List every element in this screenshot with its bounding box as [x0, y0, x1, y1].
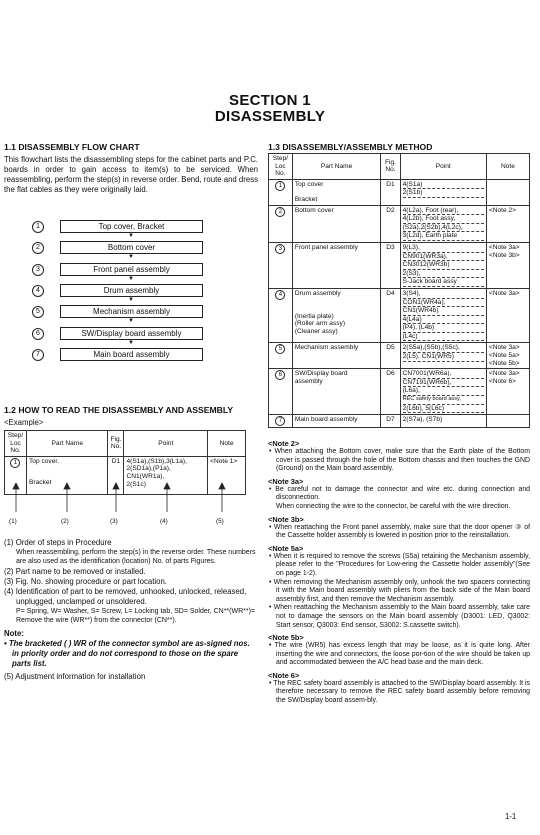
how-to-read-heading: 1.2 HOW TO READ THE DISASSEMBLY AND ASSEMBLY	[4, 405, 234, 415]
step-number: 1	[10, 458, 20, 468]
note-heading: <Note 5a>	[268, 543, 304, 553]
point-line: 4(S1a),(S1b),3(L1a),	[126, 457, 187, 465]
table-row	[269, 242, 530, 288]
flow-step-number: 1	[32, 221, 44, 233]
flow-step-box: Drum assembly	[60, 284, 203, 297]
note-heading: <Note 3a>	[268, 476, 304, 486]
point-line: CN1(WR1a),	[126, 472, 165, 480]
note-ref: <Note 2>	[486, 205, 529, 242]
note-text: • The REC safety board assembly is attached to the SW/Display board assembly. It is therefore necessary to remove the REC safety board assembly before removing the SW/Display board assem-bly.	[269, 679, 530, 705]
point: CN7001(WR6a), CN7191(WR6b), (L6a), REC safety board assy, 2(L6b), 5(L6c)	[400, 369, 486, 415]
part-name: Drum assembly (Inertia plate) (Roller arm assy) (Cleaner assy)	[292, 288, 381, 343]
flow-step-number: 7	[32, 349, 44, 361]
marker-3: (3)	[110, 518, 118, 525]
item-1: (1) Order of steps in Procedure	[4, 538, 112, 547]
step-number: 3	[275, 244, 285, 254]
note-label: Note:	[4, 629, 24, 638]
note-ref	[486, 179, 529, 205]
section-number: SECTION 1	[229, 92, 311, 109]
note-ref: <Note 3a>	[486, 288, 529, 343]
part-name: Top cover.	[28, 457, 60, 465]
marker-arrows	[4, 482, 246, 516]
section-title: DISASSEMBLY	[214, 108, 326, 125]
col-part-name: Part Name	[292, 154, 381, 180]
col-fig: Fig. No.	[108, 431, 124, 457]
table-row	[269, 179, 530, 205]
note-text: • The bracketed ( ) WR of the connector symbol are as-signed nos. in priority order and do not correspond to those on the spare parts list.	[4, 639, 250, 668]
point: 4(L2a), Foot (rear), 4(L2b), Foot assy, (S2a),2(S2b),4(L2c), 3(L2d), Earth plate	[400, 205, 486, 242]
point: 9(L3), CN901(WR3a), CN3012(WR3b) 2(S3), S-Jack board assy	[400, 242, 486, 288]
part-name: Bracket	[28, 479, 52, 487]
step-number: 2	[275, 207, 285, 217]
note-text: • Be careful not to damage the connector and wire etc. during connection and disconnection.	[269, 485, 530, 502]
note-text: • When removing the Mechanism assembly only, unhook the two spacers connecting it with the Main board assembly with pliers from the back side of the Main board assembly first, and then remove the Mechanism assembly.	[269, 578, 530, 603]
point: 4(S1a) 2(S1b)	[400, 179, 486, 205]
item-4: (4) Identification of part to be removed, unhooked, unlocked, released, unplugged, unclamped or unsoldered.	[4, 587, 247, 606]
flow-step-number: 6	[32, 328, 44, 340]
fig-number: D1	[381, 179, 400, 205]
item-2: (2) Part name to be removed or installed.	[4, 567, 146, 576]
fig-number: D3	[381, 242, 400, 288]
method-heading: 1.3 DISASSEMBLY/ASSEMBLY METHOD	[268, 142, 433, 152]
step-number: 5	[275, 344, 285, 354]
note-heading: <Note 2>	[268, 439, 300, 448]
part-name: Main board assembly	[292, 415, 381, 428]
flow-step-box: Main board assembly	[60, 348, 203, 361]
step-number: 7	[275, 416, 285, 426]
part-name: Mechanism assembly	[292, 343, 381, 369]
flow-arrow: ▼	[128, 296, 134, 303]
step-number: 6	[275, 370, 285, 380]
col-step: Step/ Loc No.	[5, 431, 27, 457]
col-point: Point	[124, 431, 208, 457]
note-text: • The wire (WR5) has excess length that may be loose, as it is quite long. After inserting the wire and connectors, the loose por-tion of the wire should be taken up and accommodated between the A/C head base and the main deck.	[269, 642, 530, 667]
note-text: • When it is required to remove the screws (S5a) retaining the Mechanism assembly, please refer to the "Procedures for Low-ering the Cassette holder assembly"(See on page 1-2).	[269, 552, 530, 577]
flow-chart-intro: This flowchart lists the disassembling steps for the cabinet parts and P.C. boards in order to gain access to item(s) to be serviced. When reassembling, perform the step(s) in reverse order. Bend, route and dress the flat cables as they were originally laid.	[4, 155, 258, 194]
example-label: <Example>	[4, 418, 44, 427]
col-part-name: Part Name	[26, 431, 108, 457]
part-name: Bottom cover	[292, 205, 381, 242]
note-ref: <Note 3a> <Note 6>	[486, 369, 529, 415]
note-ref	[486, 415, 529, 428]
fig-number: D5	[381, 343, 400, 369]
marker-2: (2)	[61, 518, 69, 525]
flow-step-box: Bottom cover	[60, 241, 203, 254]
flow-arrow: ▼	[128, 318, 134, 325]
step-number: 4	[275, 290, 285, 300]
table-row	[269, 205, 530, 242]
fig-number: D7	[381, 415, 400, 428]
point: 2(S5a),(S5b),(S5c), 2(L5), CN1(WR5)	[400, 343, 486, 369]
col-step: Step/ Loc No.	[269, 154, 293, 180]
point-line: 2(SD1a),(P1a),	[126, 465, 171, 473]
fig-number: D4	[381, 288, 400, 343]
table-row	[269, 415, 530, 428]
flow-step-box: Mechanism assembly	[60, 305, 203, 318]
fig-number: D1	[108, 456, 124, 494]
flow-step-box: Front panel assembly	[60, 263, 203, 276]
point-line: 2(S1c)	[126, 480, 146, 488]
note-heading: <Note 3b>	[268, 514, 304, 524]
point: 3(S4), CON1(WR4a), CN1(WR4b) 4(L4a) (P4), (L4b) (L4c)	[400, 288, 486, 343]
note-text: When connecting the wire to the connector, be careful with the wire direction.	[276, 502, 511, 510]
flow-step-box: Top cover, Bracket	[60, 220, 203, 233]
note-text: • When attaching the Bottom cover, make sure that the Earth plate of the Bottom cover is passed through the hole of the Bottom chassis and then touches the GND (Ground) on the Main board assembly.	[269, 448, 530, 473]
flow-arrow: ▼	[128, 339, 134, 346]
part-name: Front panel assembly	[292, 242, 381, 288]
flow-step-number: 3	[32, 264, 44, 276]
table-row	[269, 288, 530, 343]
point: 2(S7a), (S7b)	[400, 415, 486, 428]
item-5: (5) Adjustment information for installation	[4, 672, 146, 681]
col-note: Note	[208, 431, 246, 457]
method-table	[268, 153, 530, 428]
how-to-read-items	[4, 538, 258, 682]
item-3: (3) Fig. No. showing procedure or part location.	[4, 577, 167, 586]
notes-section	[268, 436, 530, 706]
item-4-detail: P= Spring, W= Washer, S= Screw, L= Locking tab, SD= Solder, CN**(WR**)= Remove the wire (WR**) from the connector (CN**).	[16, 608, 256, 624]
item-1-detail: When reassembling, perform the step(s) in the reverse order. These numbers are also used as the identification (location) No. of parts Figures.	[16, 549, 256, 565]
note-text: • When reattaching the Front panel assembly, make sure that the door opener ③ of the Cassette holder assembly is lowered in position prior to the reinstallation.	[269, 523, 530, 540]
flow-step-number: 4	[32, 285, 44, 297]
table-row	[269, 343, 530, 369]
fig-number: D6	[381, 369, 400, 415]
flow-step-number: 5	[32, 306, 44, 318]
flow-arrow: ▼	[128, 254, 134, 261]
flow-chart-heading: 1.1 DISASSEMBLY FLOW CHART	[4, 142, 140, 152]
flow-chart	[32, 221, 232, 371]
flow-arrow: ▼	[128, 275, 134, 282]
part-name: Top cover Bracket	[292, 179, 381, 205]
col-point: Point	[400, 154, 486, 180]
marker-5: (5)	[216, 518, 224, 525]
note-ref: <Note 1>	[208, 456, 246, 494]
step-number: 1	[275, 181, 285, 191]
flow-step-number: 2	[32, 242, 44, 254]
fig-number: D2	[381, 205, 400, 242]
note-text: • When reattaching the Mechanism assembly to the Main board assembly, take care not to damage the sensors on the Main board assembly (D3001: LED, Q3002: Start sensor, Q3003: End sensor, S3002: S.cassette switch).	[269, 604, 530, 629]
note-ref: <Note 3a> <Note 3b>	[486, 242, 529, 288]
note-heading: <Note 5b>	[268, 633, 304, 643]
flow-arrow: ▼	[128, 233, 134, 239]
note-ref: <Note 3a> <Note 5a> <Note 5b>	[486, 343, 529, 369]
marker-1: (1)	[9, 518, 17, 525]
note-heading: <Note 6>	[268, 670, 300, 680]
col-fig: Fig. No.	[381, 154, 400, 180]
col-note: Note	[486, 154, 529, 180]
marker-4: (4)	[160, 518, 168, 525]
flow-step-box: SW/Display board assembly	[60, 327, 203, 340]
page-number: 1-1	[505, 812, 517, 821]
part-name: SW/Display board assembly	[292, 369, 381, 415]
table-row	[269, 369, 530, 415]
